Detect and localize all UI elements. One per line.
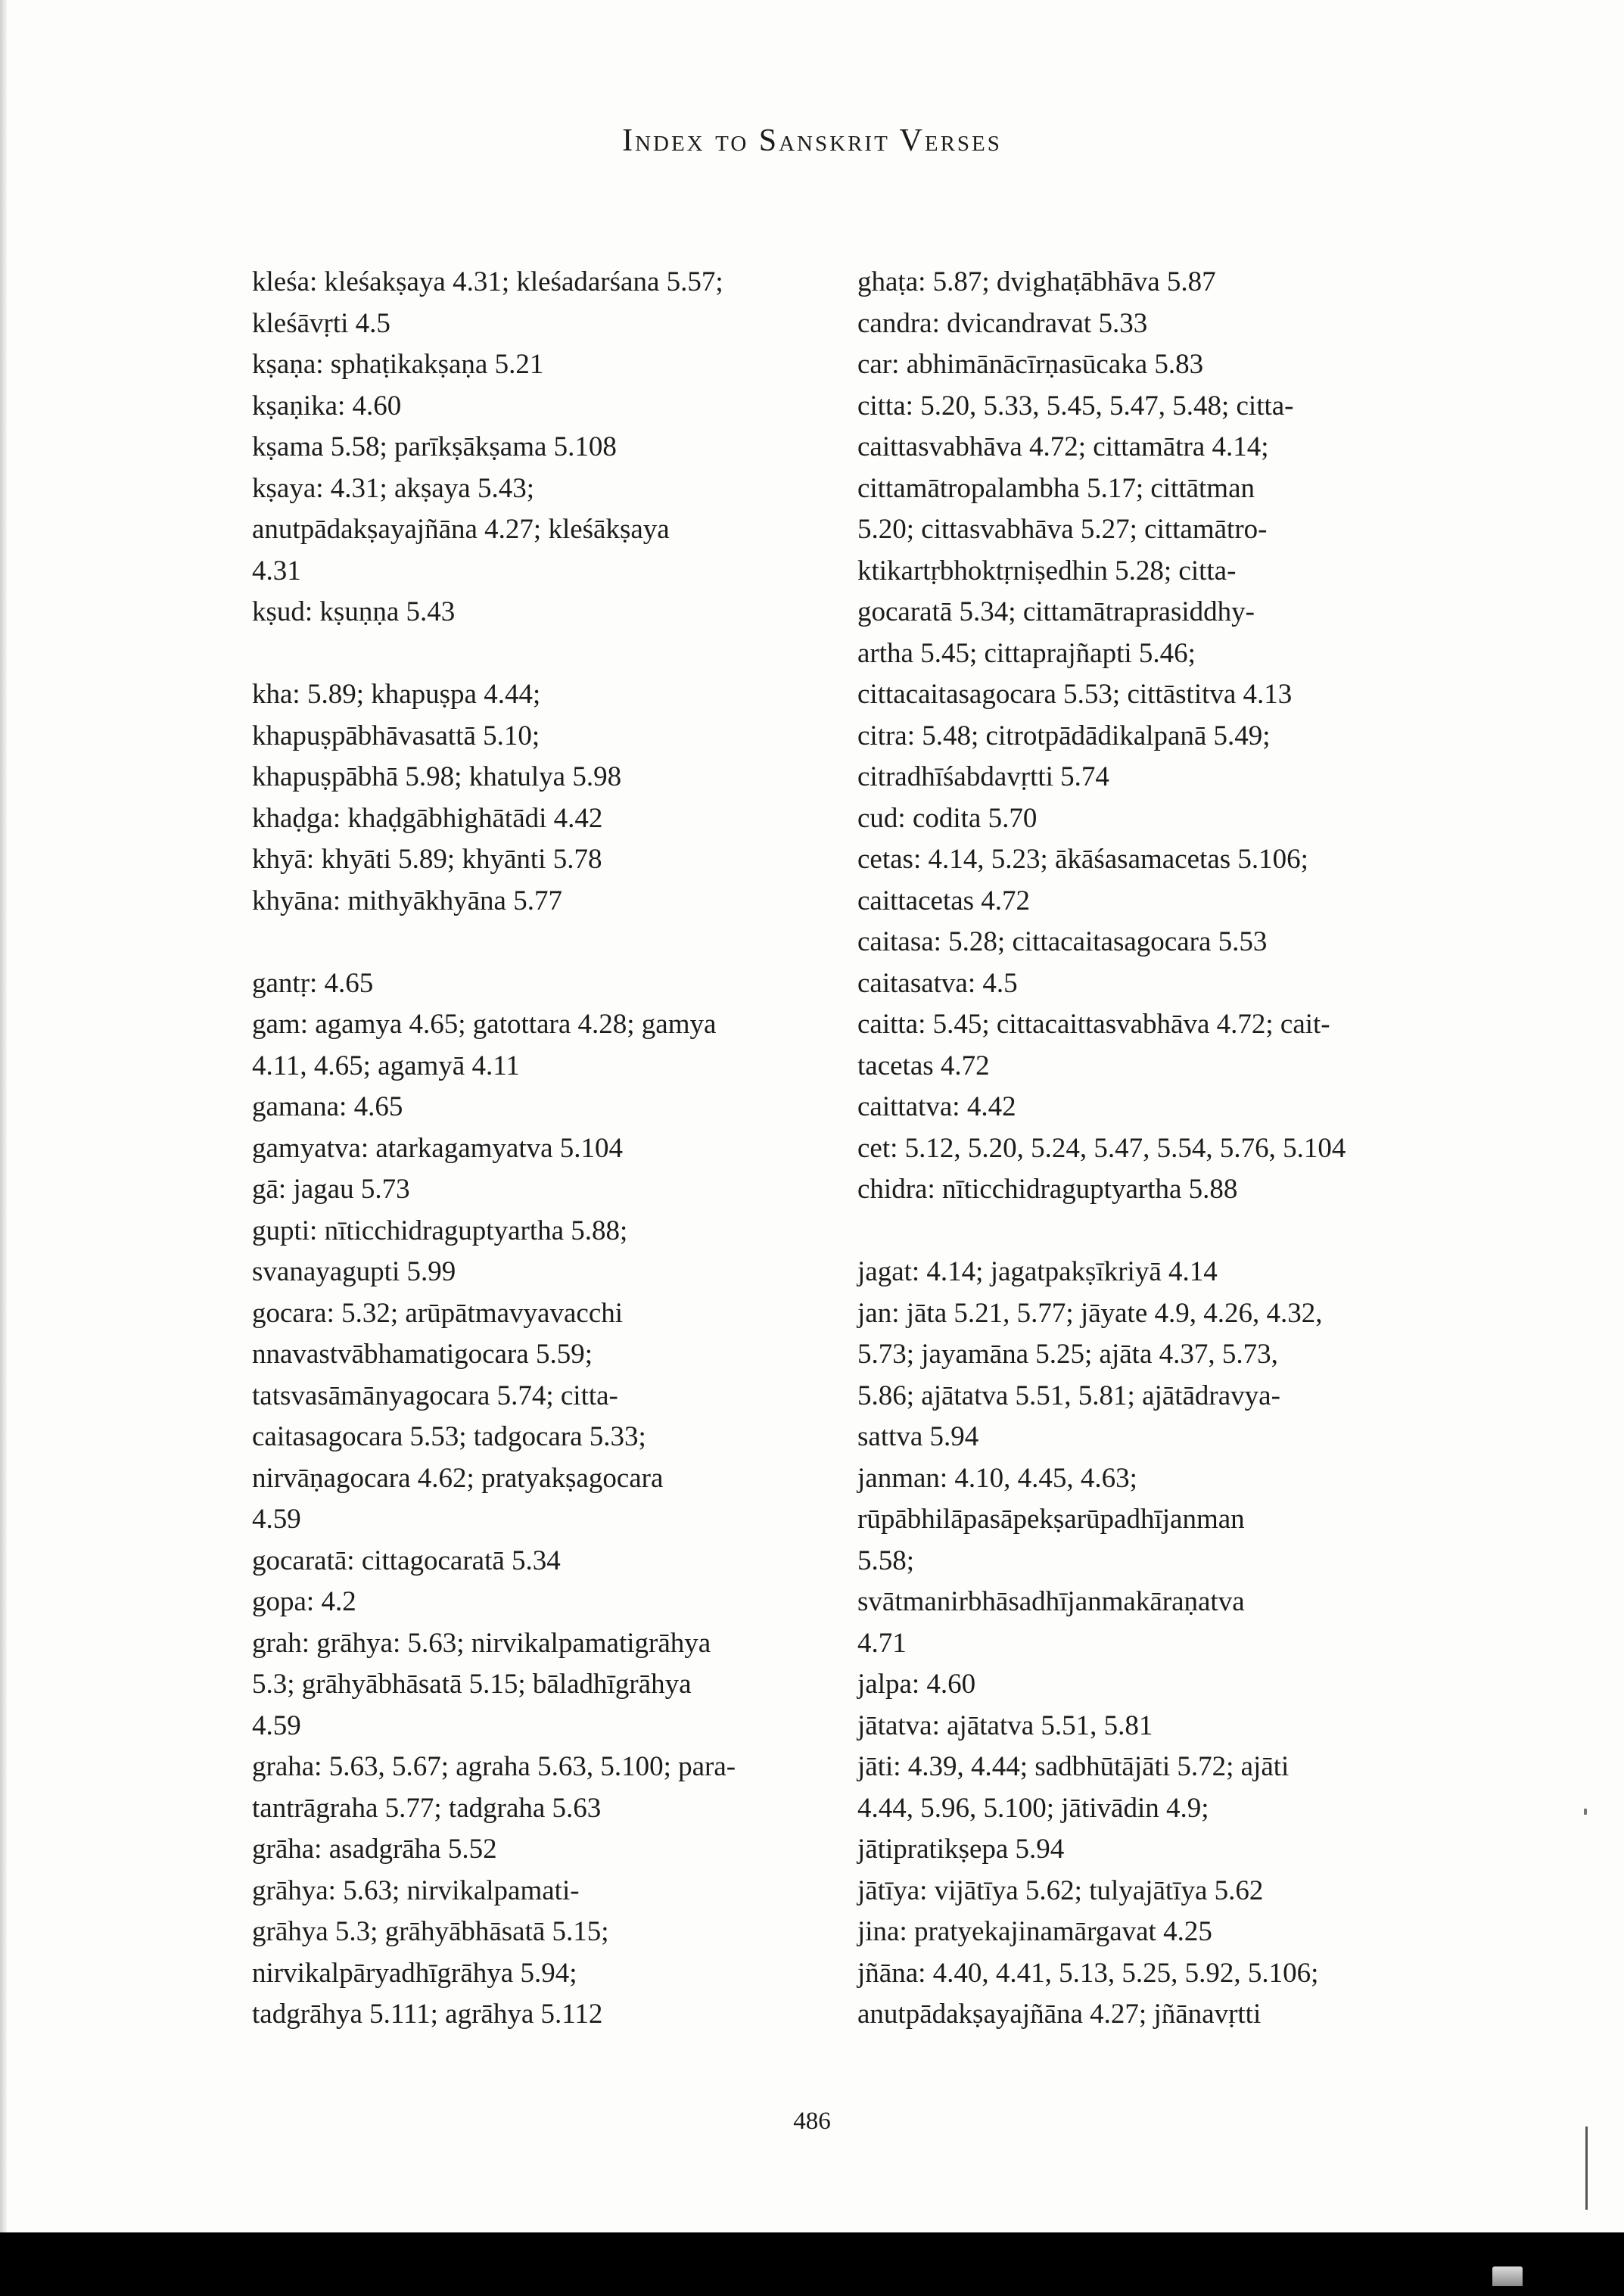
index-entry bbox=[252, 881, 835, 922]
index-entry bbox=[857, 1912, 1440, 1953]
entry-headword-line: citra: 5.48; citrotpādādikalpanā 5.49; bbox=[857, 720, 1271, 751]
index-entry bbox=[857, 839, 1440, 922]
scan-left-edge bbox=[0, 0, 7, 2232]
index-entry bbox=[252, 1087, 835, 1128]
entry-headword-line: car: abhimānācīrṇasūcaka 5.83 bbox=[857, 349, 1204, 380]
entry-continuation-line: nirvāṇagocara 4.62; pratyakṣagocara bbox=[252, 1462, 664, 1494]
entry-headword-line: gupti: nīticchidraguptyartha 5.88; bbox=[252, 1215, 628, 1246]
entry-headword-line: kha: 5.89; khapuṣpa 4.44; bbox=[252, 679, 541, 710]
entry-headword-line: cetas: 4.14, 5.23; ākāśasamacetas 5.106; bbox=[857, 844, 1308, 875]
index-entry bbox=[252, 1871, 835, 2036]
index-entry bbox=[857, 1293, 1440, 1458]
entry-headword-line: jātatva: ajātatva 5.51, 5.81 bbox=[857, 1710, 1153, 1741]
entry-headword-line: grah: grāhya: 5.63; nirvikalpamatigrāhya bbox=[252, 1627, 711, 1659]
entry-headword-line: jina: pratyekajinamārgavat 4.25 bbox=[857, 1916, 1212, 1947]
index-entry bbox=[252, 963, 835, 1005]
entry-headword-line: cud: codita 5.70 bbox=[857, 802, 1038, 834]
entry-headword-line: citta: 5.20, 5.33, 5.45, 5.47, 5.48; citta- bbox=[857, 390, 1294, 422]
index-entry bbox=[252, 1582, 835, 1623]
entry-continuation-line: svātmanirbhāsadhījanmakāraṇatva bbox=[857, 1586, 1245, 1617]
entry-headword-line: kṣaya: 4.31; akṣaya 5.43; bbox=[252, 472, 534, 504]
entry-continuation-line: 5.58; bbox=[857, 1545, 915, 1576]
letter-group-gap bbox=[857, 1211, 1440, 1252]
index-entry bbox=[252, 592, 835, 633]
index-entry bbox=[252, 386, 835, 428]
letter-group-gap bbox=[252, 922, 835, 963]
index-entry bbox=[857, 1087, 1440, 1128]
entry-continuation-line: cittamātropalambha 5.17; cittātman bbox=[857, 472, 1255, 504]
entry-headword-line: chidra: nīticchidraguptyartha 5.88 bbox=[857, 1174, 1238, 1205]
index-entry bbox=[857, 1252, 1440, 1293]
index-entry bbox=[252, 468, 835, 593]
letter-group-gap bbox=[252, 633, 835, 675]
entry-continuation-line: caittasvabhāva 4.72; cittamātra 4.14; bbox=[857, 431, 1269, 462]
entry-continuation-line: nirvikalpāryadhīgrāhya 5.94; bbox=[252, 1957, 577, 1989]
index-entry bbox=[252, 1128, 835, 1170]
entry-headword-line: jalpa: 4.60 bbox=[857, 1669, 976, 1700]
entry-continuation-line: tacetas 4.72 bbox=[857, 1050, 990, 1081]
entry-headword-line: jan: jāta 5.21, 5.77; jāyate 4.9, 4.26, 4.32, bbox=[857, 1297, 1323, 1329]
entry-continuation-line: rūpābhilāpasāpekṣarūpadhījanman bbox=[857, 1504, 1245, 1535]
index-entry bbox=[857, 386, 1440, 716]
entry-continuation-line: grāhya 5.3; grāhyābhāsatā 5.15; bbox=[252, 1916, 609, 1947]
entry-headword-line: gamana: 4.65 bbox=[252, 1091, 403, 1122]
entry-headword-line: grāhya: 5.63; nirvikalpamati- bbox=[252, 1874, 580, 1906]
entry-continuation-line: 4.59 bbox=[252, 1710, 301, 1741]
page-number: 486 bbox=[793, 2108, 831, 2135]
entry-headword-line: khaḍga: khaḍgābhighātādi 4.42 bbox=[252, 802, 603, 834]
entry-headword-line: grāha: asadgrāha 5.52 bbox=[252, 1834, 497, 1865]
entry-headword-line: gantṛ: 4.65 bbox=[252, 967, 374, 999]
index-entry bbox=[857, 344, 1440, 386]
index-entry bbox=[252, 1747, 835, 1829]
index-entry bbox=[252, 839, 835, 881]
entry-headword-line: gocaratā: cittagocaratā 5.34 bbox=[252, 1545, 561, 1576]
index-entry bbox=[252, 1004, 835, 1087]
scan-speck bbox=[1584, 1809, 1587, 1815]
index-entry bbox=[857, 262, 1440, 303]
entry-headword-line: gopa: 4.2 bbox=[252, 1586, 356, 1617]
entry-headword-line: caitasatva: 4.5 bbox=[857, 967, 1018, 999]
entry-continuation-line: caitasagocara 5.53; tadgocara 5.33; bbox=[252, 1421, 646, 1452]
entry-headword-line: jātīya: vijātīya 5.62; tulyajātīya 5.62 bbox=[857, 1874, 1264, 1906]
index-entry bbox=[857, 1004, 1440, 1087]
entry-continuation-line: ktikartṛbhoktṛniṣedhin 5.28; citta- bbox=[857, 555, 1237, 586]
entry-continuation-line: nnavastvābhamatigocara 5.59; bbox=[252, 1339, 593, 1370]
entry-continuation-line: svanayagupti 5.99 bbox=[252, 1256, 456, 1287]
index-entry bbox=[252, 1169, 835, 1211]
entry-headword-line: candra: dvicandravat 5.33 bbox=[857, 307, 1148, 339]
index-entry bbox=[857, 716, 1440, 798]
index-column-right bbox=[857, 262, 1440, 2036]
index-entry bbox=[252, 262, 835, 344]
entry-continuation-line: sattva 5.94 bbox=[857, 1421, 979, 1452]
entry-continuation-line: 4.59 bbox=[252, 1504, 301, 1535]
entry-continuation-line: 5.20; cittasvabhāva 5.27; cittamātro- bbox=[857, 514, 1268, 545]
entry-headword-line: cet: 5.12, 5.20, 5.24, 5.47, 5.54, 5.76, 5.104 bbox=[857, 1132, 1346, 1164]
index-entry bbox=[857, 1953, 1440, 2036]
index-entry bbox=[857, 303, 1440, 345]
entry-headword-line: kṣaṇa: sphaṭikakṣaṇa 5.21 bbox=[252, 349, 544, 380]
entry-continuation-line: 5.3; grāhyābhāsatā 5.15; bāladhīgrāhya bbox=[252, 1669, 692, 1700]
entry-continuation-line: 4.44, 5.96, 5.100; jātivādin 4.9; bbox=[857, 1792, 1209, 1824]
index-entry bbox=[857, 1747, 1440, 1871]
entry-continuation-line: artha 5.45; cittaprajñapti 5.46; bbox=[857, 637, 1196, 669]
index-entry bbox=[252, 427, 835, 468]
entry-headword-line: ghaṭa: 5.87; dvighaṭābhāva 5.87 bbox=[857, 266, 1216, 297]
entry-headword-line: janman: 4.10, 4.45, 4.63; bbox=[857, 1462, 1137, 1494]
entry-continuation-line: jātipratikṣepa 5.94 bbox=[857, 1834, 1065, 1865]
entry-headword-line: gam: agamya 4.65; gatottara 4.28; gamya bbox=[252, 1009, 717, 1040]
entry-headword-line: gā: jagau 5.73 bbox=[252, 1174, 410, 1205]
entry-continuation-line: cittacaitasagocara 5.53; cittāstitva 4.13 bbox=[857, 679, 1293, 710]
index-entry bbox=[252, 1211, 835, 1293]
index-entry bbox=[857, 922, 1440, 963]
entry-headword-line: khyā: khyāti 5.89; khyānti 5.78 bbox=[252, 844, 602, 875]
entry-headword-line: jāti: 4.39, 4.44; sadbhūtājāti 5.72; ajāti bbox=[857, 1751, 1290, 1782]
entry-headword-line: kleśa: kleśakṣaya 4.31; kleśadarśana 5.57; bbox=[252, 266, 723, 297]
entry-headword-line: caitasa: 5.28; cittacaitasagocara 5.53 bbox=[857, 926, 1268, 957]
index-entry bbox=[857, 1664, 1440, 1706]
index-entry bbox=[857, 1128, 1440, 1170]
index-entry bbox=[252, 1623, 835, 1747]
index-entry bbox=[252, 344, 835, 386]
index-entry bbox=[252, 1293, 835, 1541]
entry-continuation-line: citradhīśabdavṛtti 5.74 bbox=[857, 761, 1109, 792]
entry-headword-line: graha: 5.63, 5.67; agraha 5.63, 5.100; para- bbox=[252, 1751, 736, 1782]
index-entry bbox=[252, 798, 835, 840]
entry-continuation-line: khapuṣpābhā 5.98; khatulya 5.98 bbox=[252, 761, 622, 792]
index-entry bbox=[252, 674, 835, 798]
index-entry bbox=[857, 1169, 1440, 1211]
entry-continuation-line: anutpādakṣayajñāna 4.27; kleśākṣaya bbox=[252, 514, 670, 545]
entry-continuation-line: gocaratā 5.34; cittamātraprasiddhy- bbox=[857, 596, 1255, 627]
entry-continuation-line: caittacetas 4.72 bbox=[857, 885, 1031, 916]
entry-headword-line: gamyatva: atarkagamyatva 5.104 bbox=[252, 1132, 624, 1164]
entry-headword-line: gocara: 5.32; arūpātmavyavacchi bbox=[252, 1297, 624, 1329]
entry-continuation-line: tadgrāhya 5.111; agrāhya 5.112 bbox=[252, 1999, 603, 2030]
index-entry bbox=[252, 1541, 835, 1582]
entry-continuation-line: 4.31 bbox=[252, 555, 301, 586]
entry-headword-line: kṣud: kṣuṇṇa 5.43 bbox=[252, 596, 456, 627]
index-entry bbox=[857, 1706, 1440, 1747]
index-entry bbox=[857, 1458, 1440, 1665]
entry-headword-line: jñāna: 4.40, 4.41, 5.13, 5.25, 5.92, 5.106; bbox=[857, 1957, 1319, 1989]
entry-headword-line: jagat: 4.14; jagatpakṣīkriyā 4.14 bbox=[857, 1256, 1218, 1287]
index-entry bbox=[857, 963, 1440, 1005]
entry-continuation-line: 5.73; jayamāna 5.25; ajāta 4.37, 5.73, bbox=[857, 1339, 1278, 1370]
index-entry bbox=[252, 1829, 835, 1871]
scan-bottom-bar bbox=[0, 2232, 1624, 2296]
scan-corner-mark bbox=[1492, 2266, 1523, 2286]
entry-continuation-line: 4.71 bbox=[857, 1627, 907, 1659]
entry-headword-line: khyāna: mithyākhyāna 5.77 bbox=[252, 885, 562, 916]
entry-headword-line: caitta: 5.45; cittacaittasvabhāva 4.72; cait- bbox=[857, 1009, 1330, 1040]
index-entry bbox=[857, 798, 1440, 840]
index-column-left bbox=[252, 262, 835, 2036]
entry-headword-line: kṣaṇika: 4.60 bbox=[252, 390, 402, 422]
entry-continuation-line: kleśāvṛti 4.5 bbox=[252, 307, 390, 339]
running-head: Index to Sanskrit Verses bbox=[622, 123, 1002, 158]
entry-continuation-line: tatsvasāmānyagocara 5.74; citta- bbox=[252, 1380, 618, 1411]
entry-headword-line: caittatva: 4.42 bbox=[857, 1091, 1016, 1122]
entry-headword-line: kṣama 5.58; parīkṣākṣama 5.108 bbox=[252, 431, 617, 462]
scan-edge-mark bbox=[1585, 2126, 1588, 2210]
index-entry bbox=[857, 1871, 1440, 1912]
entry-continuation-line: 4.11, 4.65; agamyā 4.11 bbox=[252, 1050, 520, 1081]
entry-continuation-line: khapuṣpābhāvasattā 5.10; bbox=[252, 720, 540, 751]
entry-continuation-line: 5.86; ajātatva 5.51, 5.81; ajātādravya- bbox=[857, 1380, 1280, 1411]
entry-continuation-line: tantrāgraha 5.77; tadgraha 5.63 bbox=[252, 1792, 602, 1824]
entry-continuation-line: anutpādakṣayajñāna 4.27; jñānavṛtti bbox=[857, 1999, 1262, 2030]
